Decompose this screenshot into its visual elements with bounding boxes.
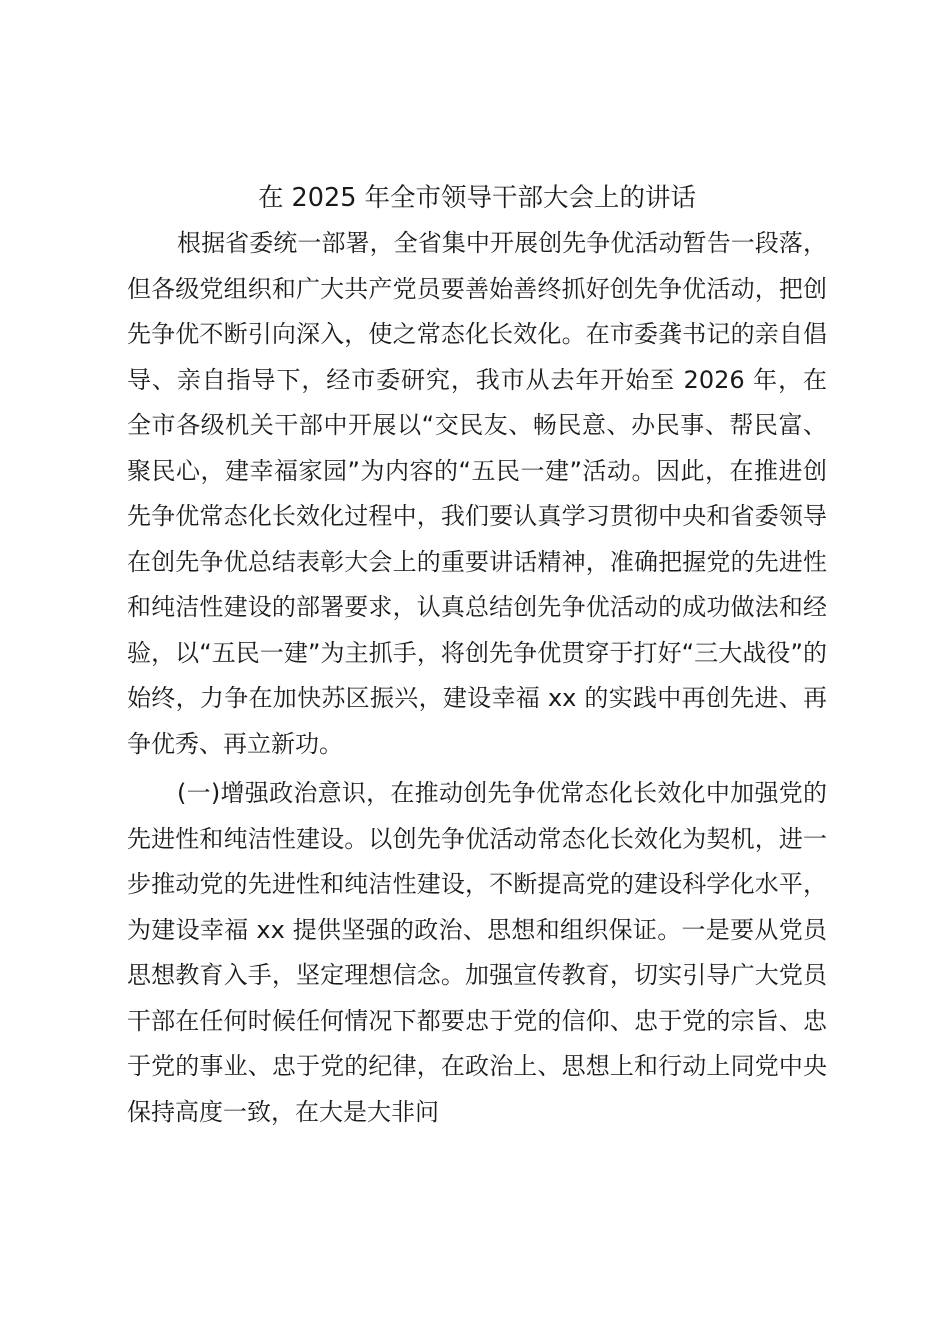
paragraph-intro: 根据省委统一部署，全省集中开展创先争优活动暂告一段落，但各级党组织和广大共产党员要善始善终抓好创先争优活动，把创先争优不断引向深入，使之常态化长效化。在市委龚书记的亲自倡导、亲自指导下，经市委研究，我市从去年开始至 2026 年，在全市各级机关干部中开展以“交民友、畅民意、办民事、帮民富、聚民心，建幸福家园”为内容的“五民一建”活动。因此，在推进创先争优常态化长效化过程中，我们要认真学习贯彻中央和省委领导在创先争优总结表彰大会上的重要讲话精神，准确把握党的先进性和纯洁性建设的部署要求，认真总结创先争优活动的成功做法和经验，以“五民一建”为主抓手，将创先争优贯穿于打好“三大战役”的始终，力争在加快苏区振兴，建设幸福 xx 的实践中再创先进、再争优秀、再立新功。 [127,229,827,758]
document-title: 在 2025 年全市领导干部大会上的讲话 [257,183,697,213]
paragraph-section-one: (一)增强政治意识，在推动创先争优常态化长效化中加强党的先进性和纯洁性建设。以创先争优活动常态化长效化为契机，进一步推动党的先进性和纯洁性建设，不断提高党的建设科学化水平，为建设幸福 xx 提供坚强的政治、思想和组织保证。一是要从党员思想教育入手，坚定理想信念。加强宣传教育，切实引导广大党员干部在任何时候任何情况下都要忠于党的信仰、忠于党的宗旨、忠于党的事业、忠于党的纪律，在政治上、思想上和行动上同党中央保持高度一致，在大是大非问 [127,779,827,1126]
document-body [127,176,827,1135]
